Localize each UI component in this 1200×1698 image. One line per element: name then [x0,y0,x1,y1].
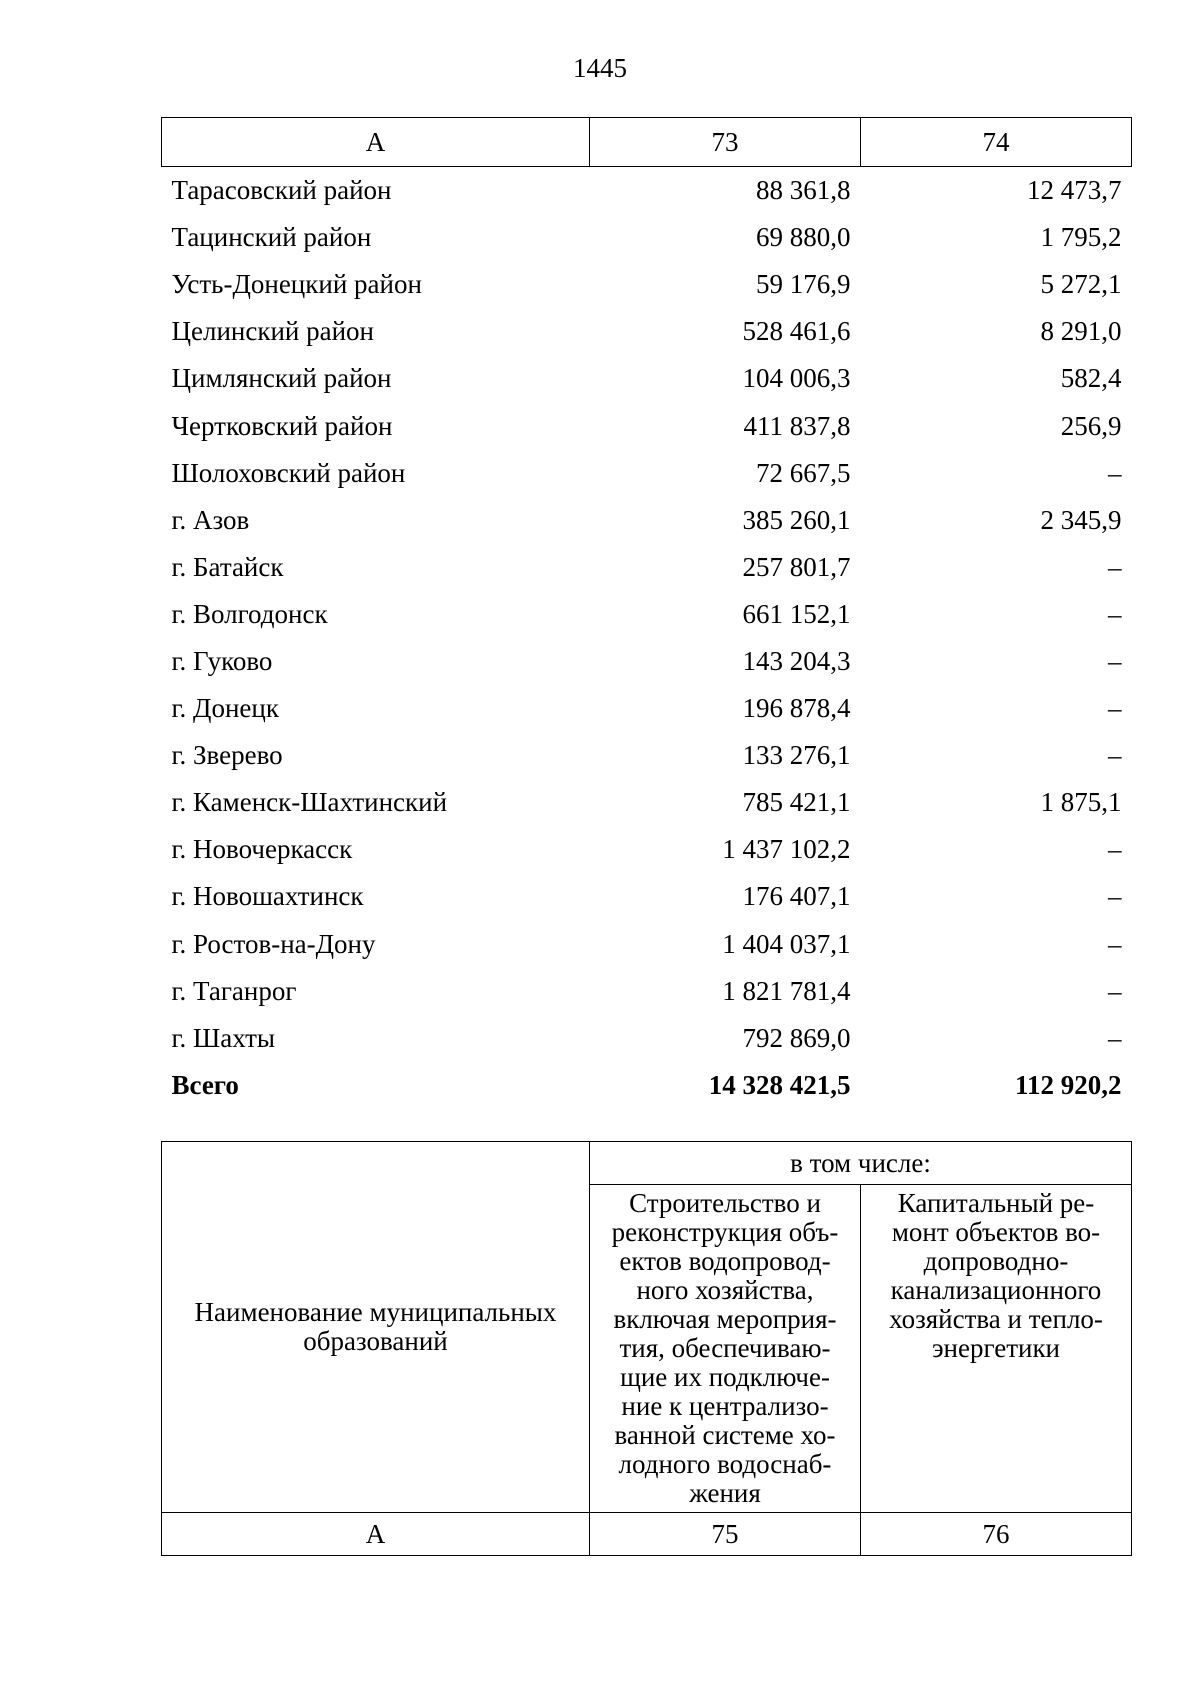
value-73: 88 361,8 [756,175,851,206]
municipality-name: г. Новочеркасск [171,834,353,865]
table-row [162,1015,1132,1062]
value-73: 661 152,1 [742,598,851,629]
value-73: 792 869,0 [742,1022,851,1053]
value-74: – [1108,834,1122,865]
table-row [162,402,1132,449]
municipality-name: Тацинский район [171,222,372,253]
table-row [162,873,1132,920]
value-73: 411 837,8 [743,410,851,441]
municipality-name: г. Зверево [171,740,283,771]
value-73: 69 880,0 [756,222,851,253]
municipality-name: г. Каменск-Шахтинский [171,787,448,818]
value-73: 176 407,1 [742,881,851,912]
value-74: 1 795,2 [1040,222,1122,253]
value-73: 385 260,1 [742,504,851,535]
value-74: – [1108,645,1122,676]
value-74: – [1108,598,1122,629]
index-cell-a: А [162,1513,590,1556]
value-74: 8 291,0 [1040,316,1122,347]
value-73: 196 878,4 [742,693,851,724]
municipality-name: Тарасовский район [171,175,392,206]
value-73: 1 821 781,4 [722,975,851,1006]
value-74: 2 345,9 [1040,504,1122,535]
table-row [162,779,1132,826]
table-row [162,638,1132,685]
index-cell-75: 75 [590,1513,861,1556]
value-74: 582,4 [1060,363,1122,394]
municipality-name: г. Ростов-на-Дону [171,928,376,959]
value-74: – [1108,928,1122,959]
value-73: 257 801,7 [742,551,851,582]
municipality-name: Цимлянский район [171,363,392,394]
value-73: 1 404 037,1 [722,928,851,959]
value-74: – [1108,740,1122,771]
value-73: 72 667,5 [756,457,851,488]
municipality-name: Шолоховский район [171,457,406,488]
table-row [162,732,1132,779]
value-74: – [1108,457,1122,488]
total-value-74: 112 920,2 [1014,1069,1122,1100]
value-73: 143 204,3 [742,645,851,676]
value-74: – [1108,881,1122,912]
municipality-name: г. Донецк [171,693,279,724]
total-value-73: 14 328 421,5 [708,1069,851,1100]
value-74: 256,9 [1060,410,1122,441]
table-row [162,261,1132,308]
table-row [162,921,1132,968]
value-73: 528 461,6 [742,316,851,347]
municipality-column-header: Наименование муниципальных образований [162,1142,590,1513]
municipality-name: г. Гуково [171,645,273,676]
municipality-name: г. Волгодонск [171,598,328,629]
value-73: 133 276,1 [742,740,851,771]
including-group-header: в том числе: [590,1142,1132,1185]
municipality-name: Целинский район [171,316,374,347]
municipality-name: г. Батайск [171,551,284,582]
value-74: 5 272,1 [1040,269,1122,300]
table-row [162,685,1132,732]
column-header-74: 74 [861,118,1132,167]
column-76-header [861,1185,1132,1513]
table-row [162,497,1132,544]
table-row [162,826,1132,873]
table-row [162,167,1132,215]
column-header-73: 73 [590,118,861,167]
column-75-header [590,1185,861,1513]
value-74: – [1108,1022,1122,1053]
value-74: – [1108,693,1122,724]
municipality-name: г. Азов [171,504,250,535]
total-row [162,1062,1132,1109]
table-row [162,308,1132,355]
continuation-table-header [161,1141,1132,1556]
table-row [162,214,1132,261]
table-row [162,591,1132,638]
value-73: 104 006,3 [742,363,851,394]
value-74: 12 473,7 [1027,175,1122,206]
page-number: 1445 [573,53,627,83]
value-74: – [1108,975,1122,1006]
appropriations-table [161,117,1132,1109]
total-label: Всего [171,1069,239,1100]
table-row [162,450,1132,497]
column-index-row [162,1513,1132,1556]
value-74: – [1108,551,1122,582]
column-75-header-text: Строительство и реконструкция объ- ектов водопровод- ного хозяйства, включая мероприя- тия, обеспечиваю- щие их подключе- ние к централизо- ванной системе хо- лодного водоснаб- жения [611,1188,839,1508]
table-body [162,167,1132,1109]
index-cell-76: 76 [861,1513,1132,1556]
value-73: 1 437 102,2 [722,834,851,865]
column-index-row [162,118,1132,167]
column-76-header-text: Капитальный ре- монт объектов во- допроводно- канализационного хозяйства и тепло- энергетики [889,1188,1103,1363]
municipality-name: г. Шахты [171,1022,276,1053]
value-73: 785 421,1 [742,787,851,818]
table-row [162,968,1132,1015]
municipality-name: Усть-Донецкий район [171,269,422,300]
value-73: 59 176,9 [756,269,851,300]
table-row [162,544,1132,591]
municipality-name: г. Таганрог [171,975,297,1006]
table-row [162,355,1132,402]
municipality-name: Чертковский район [171,410,393,441]
value-74: 1 875,1 [1040,787,1122,818]
municipality-name: г. Новошахтинск [171,881,364,912]
column-header-name: А [162,118,590,167]
